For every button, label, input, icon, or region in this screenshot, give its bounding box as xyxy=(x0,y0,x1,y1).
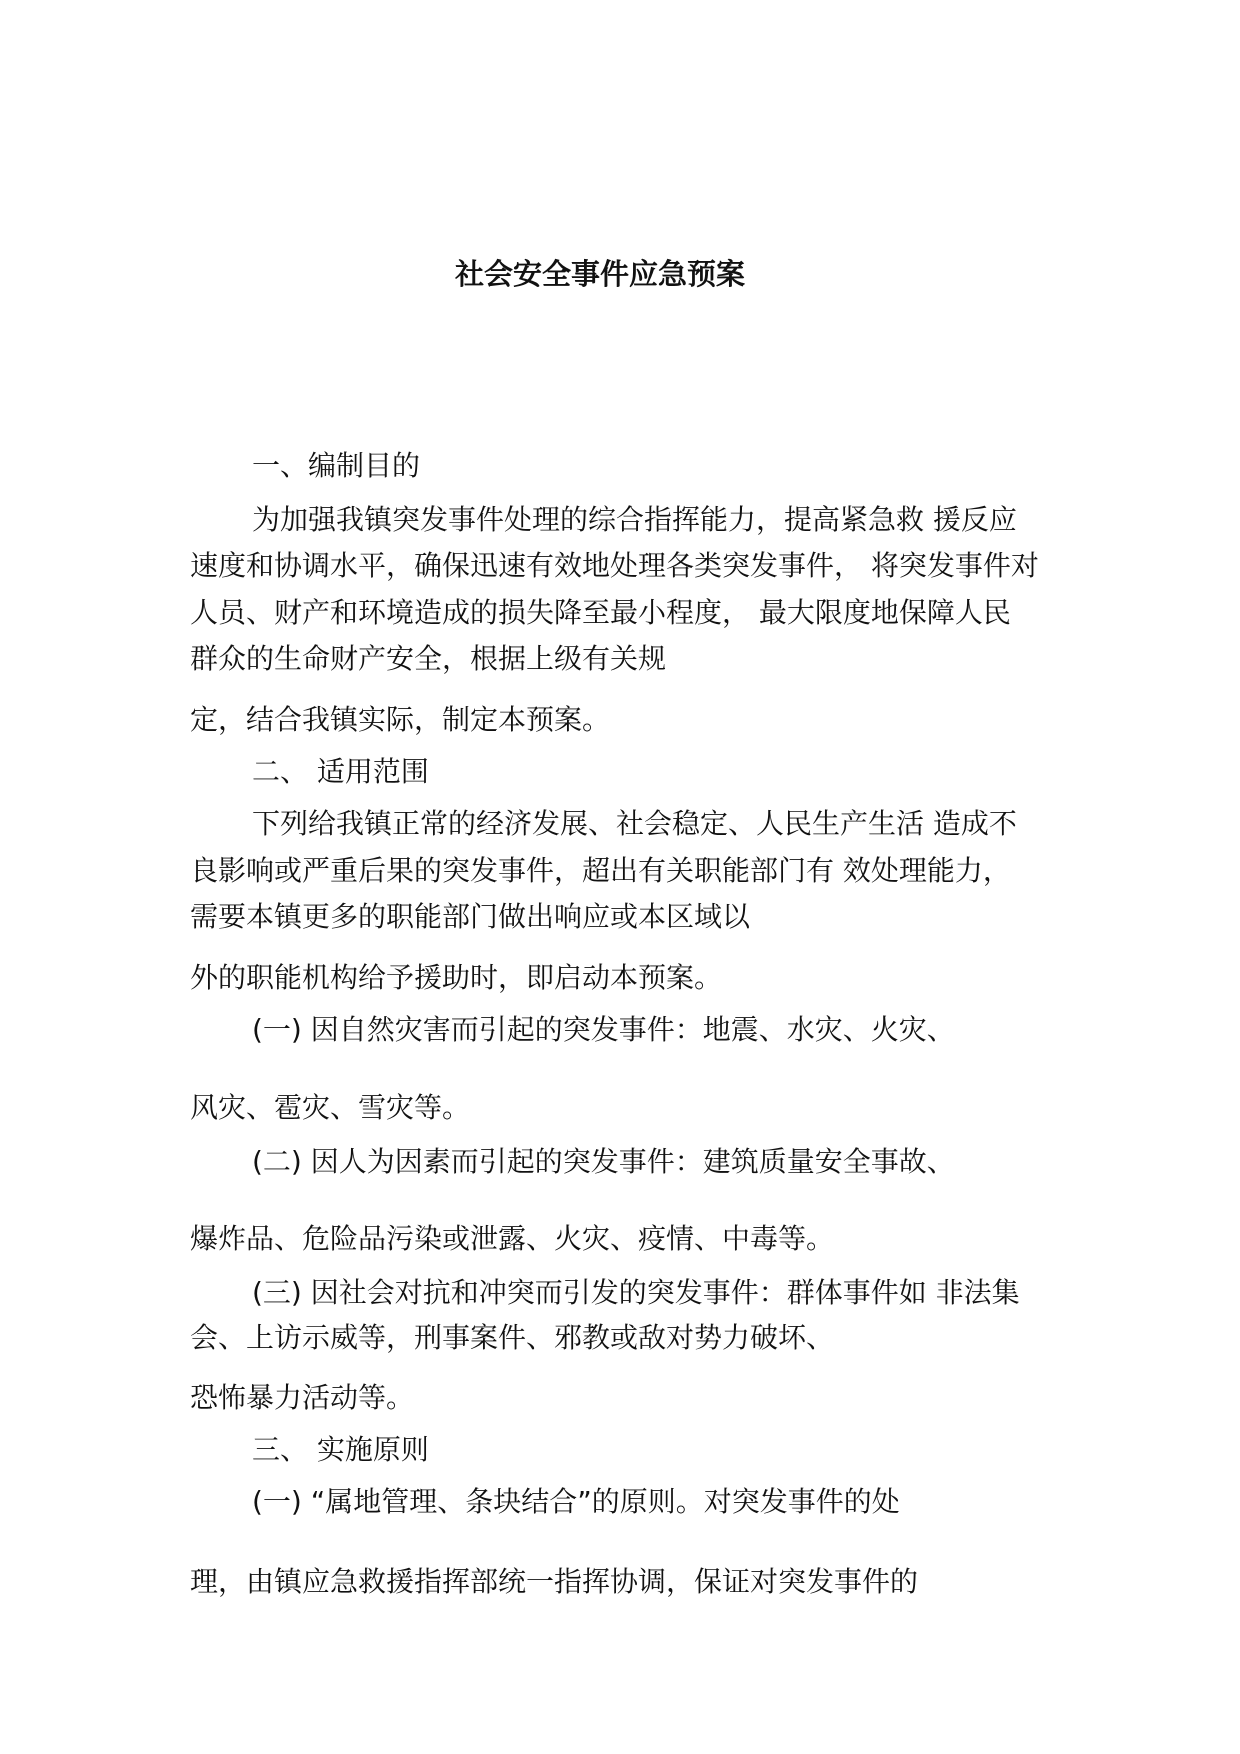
paragraph-line: 定，结合我镇实际，制定本预案。 xyxy=(190,703,611,736)
paragraph-line: 群众的生命财产安全，根据上级有关规 xyxy=(190,642,667,675)
paragraph-line: 人员、财产和环境造成的损失降至最小程度， 最大限度地保障人民 xyxy=(190,596,1011,629)
section-heading: 三、 实施原则 xyxy=(252,1433,429,1466)
paragraph-line: (一) “属地管理、条块结合”的原则。对突发事件的处 xyxy=(252,1485,900,1518)
section-heading: 一、编制目的 xyxy=(252,449,421,482)
list-item-line: (二) 因人为因素而引起的突发事件：建筑质量安全事故、 xyxy=(252,1145,955,1178)
list-item-line: 恐怖暴力活动等。 xyxy=(190,1381,415,1414)
paragraph-line: 理，由镇应急救援指挥部统一指挥协调，保证对突发事件的 xyxy=(190,1565,919,1598)
paragraph-line: 外的职能机构给予援助时，即启动本预案。 xyxy=(190,961,723,994)
list-item-line: 会、上访示威等，刑事案件、邪教或敌对势力破坏、 xyxy=(190,1321,835,1354)
paragraph-line: 速度和协调水平，确保迅速有效地处理各类突发事件， 将突发事件对 xyxy=(190,549,1039,582)
list-item-line: (三) 因社会对抗和冲突而引发的突发事件：群体事件如 非法集 xyxy=(252,1276,1020,1309)
paragraph-line: 为加强我镇突发事件处理的综合指挥能力，提高紧急救 援反应 xyxy=(252,503,1017,536)
list-item-line: 风灾、雹灾、雪灾等。 xyxy=(190,1091,471,1124)
list-item-line: (一) 因自然灾害而引起的突发事件：地震、水灾、火灾、 xyxy=(252,1013,955,1046)
section-heading: 二、 适用范围 xyxy=(252,755,429,788)
paragraph-line: 良影响或严重后果的突发事件，超出有关职能部门有 效处理能力， xyxy=(190,854,1011,887)
paragraph-line: 需要本镇更多的职能部门做出响应或本区域以 xyxy=(190,900,751,933)
list-item-line: 爆炸品、危险品污染或泄露、火灾、疫情、中毒等。 xyxy=(190,1222,835,1255)
document-title: 社会安全事件应急预案 xyxy=(454,257,745,291)
paragraph-line: 下列给我镇正常的经济发展、社会稳定、人民生产生活 造成不 xyxy=(252,807,1017,840)
